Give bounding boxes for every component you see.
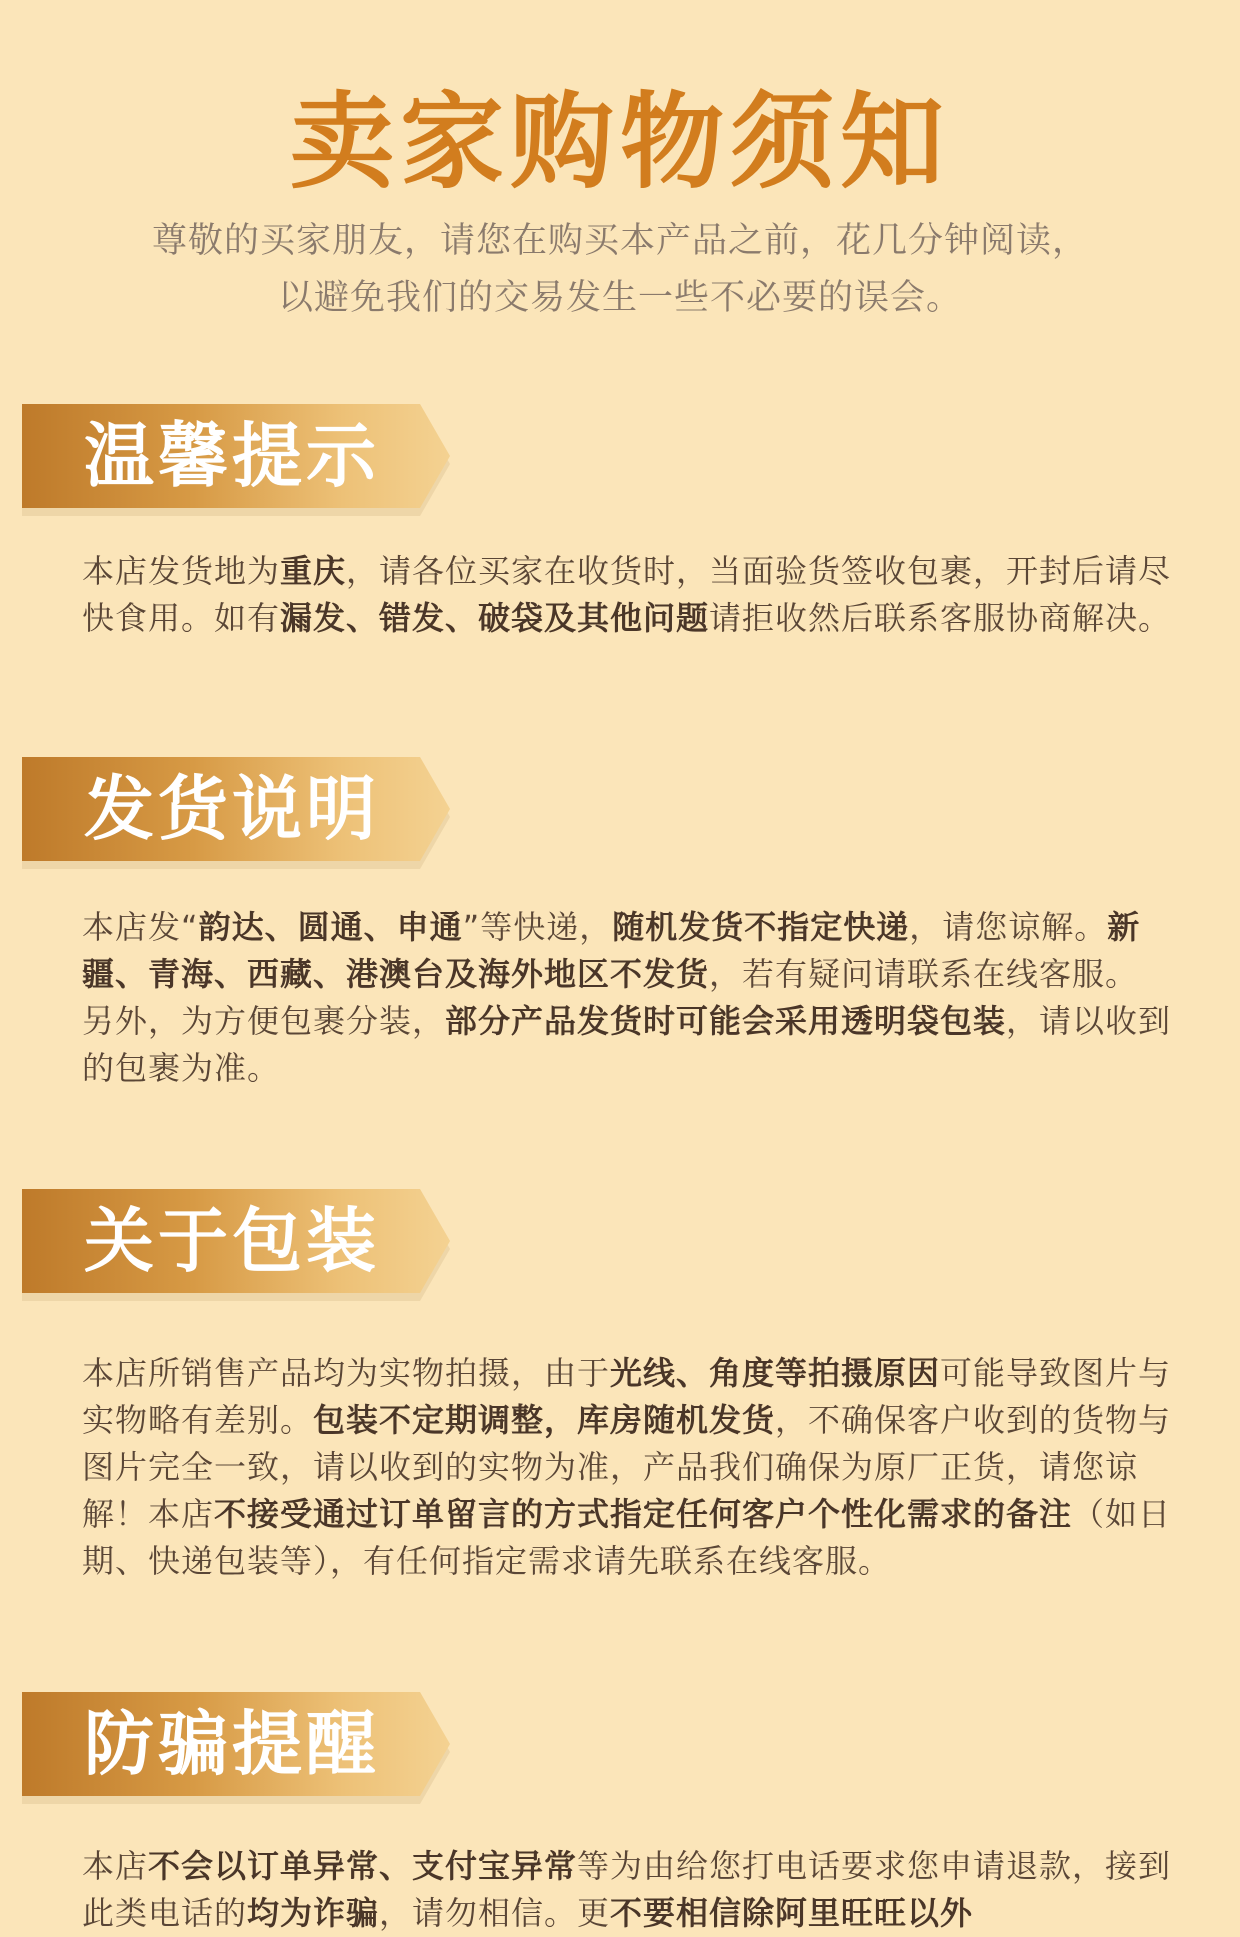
intro-line-1: 尊敬的买家朋友，请您在购买本产品之前，花几分钟阅读，	[151, 221, 1088, 261]
body-text: ，不确保客户收到的货物与图片完全一致，请以收到的实物为准，产品我们确保为原厂正货，请您谅解！本店	[82, 1401, 1172, 1533]
body-text: 请拒收然后联系客服协商解决。	[709, 599, 1172, 637]
section-heading: 发货说明	[84, 768, 380, 850]
paragraph	[82, 904, 1172, 998]
body-text: ，请以收到的包裹为准。	[82, 1002, 1172, 1087]
paragraph	[82, 548, 1172, 642]
emphasis-text: 不会以订单异常、支付宝异常	[148, 1847, 578, 1885]
emphasis-text: 包装不定期调整，库房随机发货	[313, 1401, 776, 1439]
body-text: 等为由给您打电话要求您申请退款，接到此类电话的	[82, 1847, 1172, 1932]
section-banner-warm-tips	[22, 404, 450, 508]
body-text: ，请勿相信。更	[379, 1894, 611, 1932]
paragraph	[82, 1350, 1172, 1585]
body-text: 可能导致图片与实物略有差别。	[82, 1354, 1172, 1439]
paragraph	[82, 1843, 1172, 1937]
emphasis-text: 新疆、青海、西藏、港澳台及海外地区不发货	[82, 908, 1141, 993]
body-text: ，请各位买家在收货时，当面验货签收包裹，开封后请尽快食用。如有	[82, 552, 1172, 637]
emphasis-text: 部分产品发货时可能会采用透明袋包装	[445, 1002, 1007, 1040]
section-banner-packaging	[22, 1189, 450, 1293]
body-text: 本店	[82, 1847, 149, 1885]
section-body-packaging	[82, 1350, 1172, 1585]
section-heading: 关于包装	[84, 1200, 380, 1282]
body-text: 本店所销售产品均为实物拍摄，由于	[82, 1354, 611, 1392]
emphasis-text: 均为诈骗	[247, 1894, 380, 1932]
emphasis-text: 漏发、错发、破袋及其他问题	[280, 599, 710, 637]
emphasis-text: 重庆	[280, 552, 347, 590]
section-banner-anti-fraud	[22, 1692, 450, 1796]
section-body-anti-fraud	[82, 1843, 1172, 1937]
emphasis-text: 韵达、圆通、申通	[198, 908, 463, 946]
intro-line-2: 以避免我们的交易发生一些不必要的误会。	[277, 278, 962, 318]
emphasis-text: 随机发货不指定快递	[612, 908, 910, 946]
body-text: 本店发货地为	[82, 552, 281, 590]
emphasis-text: 不要相信除阿里旺旺以外	[610, 1894, 974, 1932]
body-text: 本店发“	[82, 908, 199, 946]
body-text: 另外，为方便包裹分装，	[82, 1002, 446, 1040]
section-banner-shipping	[22, 757, 450, 861]
body-text: ，请您谅解。	[909, 908, 1108, 946]
section-heading: 温馨提示	[84, 415, 380, 497]
body-text: ，若有疑问请联系在线客服。	[709, 955, 1139, 993]
emphasis-text: 不接受通过订单留言的方式指定任何客户个性化需求的备注	[214, 1495, 1073, 1533]
page-title: 卖家购物须知	[289, 81, 950, 203]
section-heading: 防骗提醒	[84, 1703, 380, 1785]
section-body-warm-tips	[82, 548, 1172, 642]
body-text: （如日期、快递包装等），有任何指定需求请先联系在线客服。	[82, 1495, 1172, 1580]
emphasis-text: 光线、角度等拍摄原因	[610, 1354, 941, 1392]
paragraph	[82, 998, 1172, 1092]
body-text: ”等快递，	[462, 908, 613, 946]
section-body-shipping	[82, 904, 1172, 1092]
